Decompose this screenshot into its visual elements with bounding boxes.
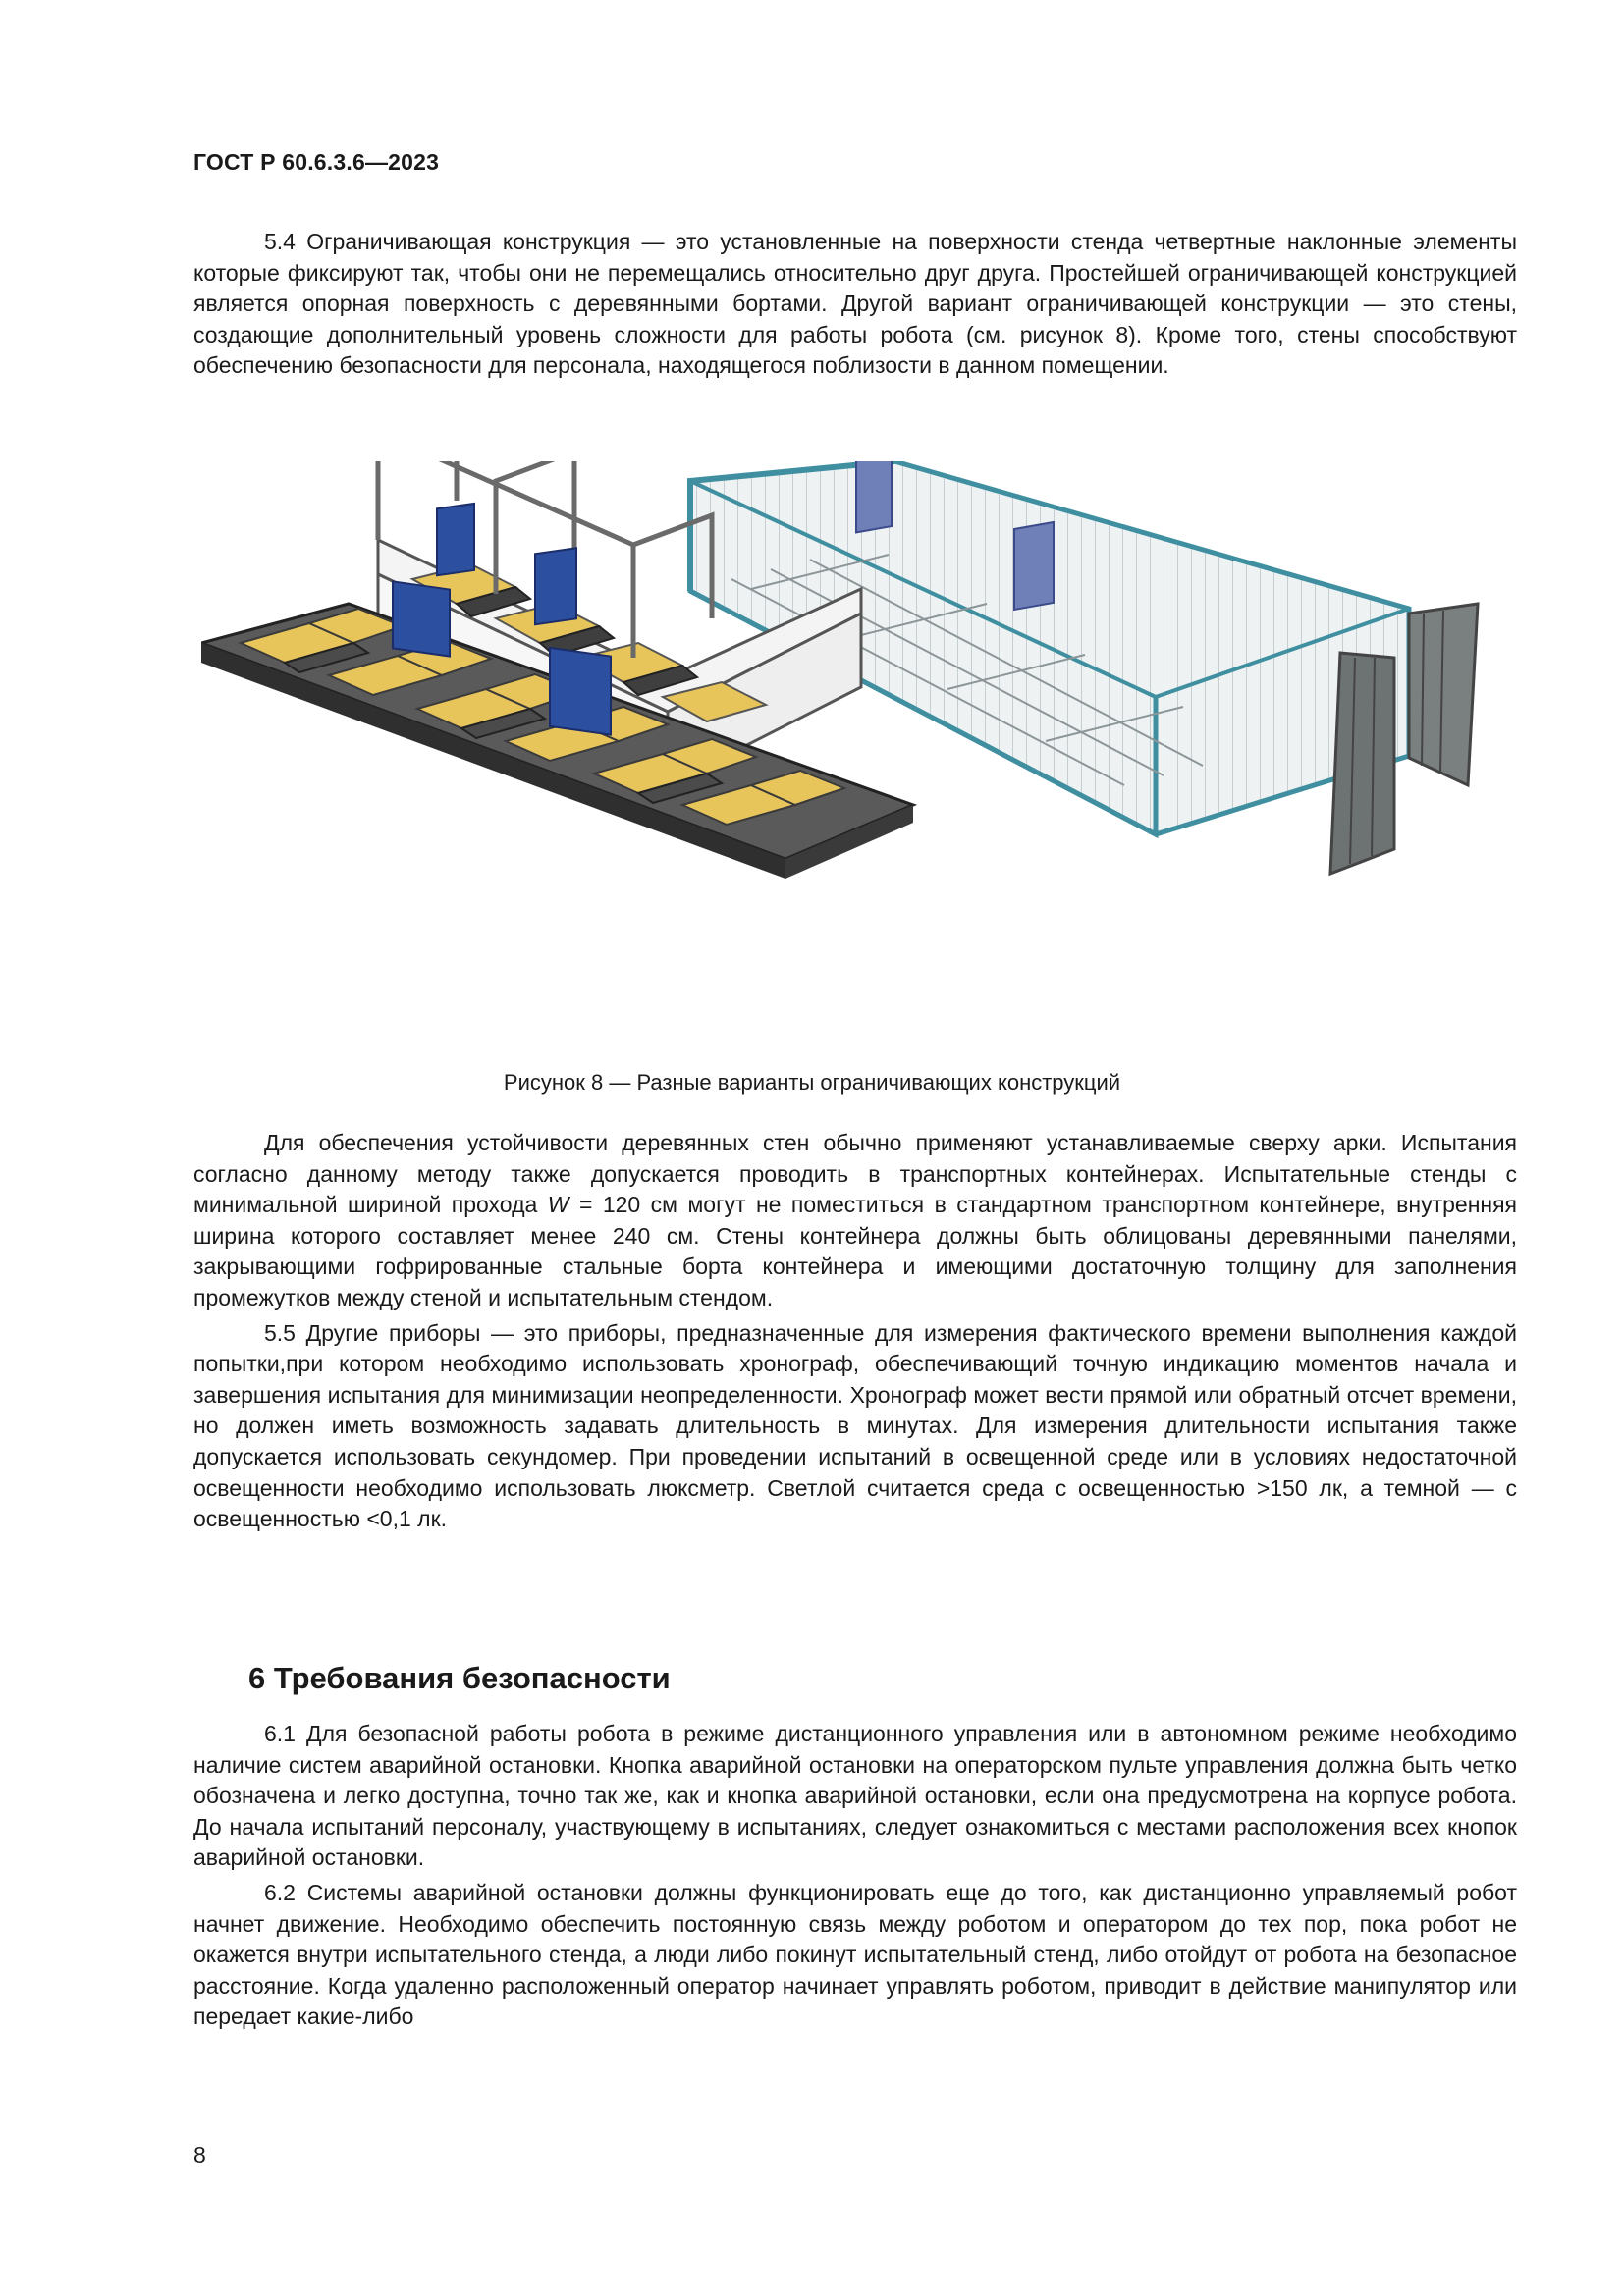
paragraph-6-1: 6.1 Для безопасной работы робота в режиме дистанционного управления или в автономном режиме необходимо наличие систем аварийной остановки. Кнопка аварийной остановки на операторском пульте управления должна быть четко обозначена и легко доступна, точно так же, как и кнопка аварийной остановки, если она предусмотрена на корпусе робота. До начала испытаний персоналу, участвующему в испытаниях, следует ознакомиться с местами расположения всех кнопок аварийной остановки. — [193, 1721, 1517, 1871]
paragraph-5-5: 5.5 Другие приборы — это приборы, предназначенные для измерения фактического времени выполнения каждой попытки,при котором необходимо использовать хронограф, обеспечивающий точную индикацию моментов начала и завершения испытания для минимизации неопределенности. Хронограф может вести прямой или обратный отсчет времени, но должен иметь возможность задавать длительность в минутах. Для измерения длительности испытания также допускается использовать секундомер. При проведении испытаний в освещенной среде или в условиях недостаточной освещенности необходимо использовать люксметр. Светлой считается среда с освещенностью >150 лк, а темной — с освещенностью <0,1 лк. — [193, 1319, 1517, 1532]
paragraph-5-4-block — [193, 227, 1517, 382]
body-text-block-2 — [193, 1128, 1517, 1535]
paragraph-arches-part-1: Для обеспечения устойчивости деревянных стен обычно применяют устанавливаемые сверху арки. Испытания согласно данному методу также допускается проводить в транспортных контейнерах. Испытательные стенды с минимальной шириной прохода — [193, 1130, 1517, 1218]
section-6-heading: 6 Требования безопасности — [248, 1661, 671, 1695]
paragraph-5-4: 5.4 Ограничивающая конструкция — это установленные на поверхности стенда четвертные наклонные элементы которые фиксируют так, чтобы они не перемещались относительно друг друга. Простейшей ограничивающей конструкцией является опорная поверхность с деревянными бортами. Другой вариант ограничивающей конструкции — это стены, создающие дополнительный уровень сложности для работы робота (см. рисунок 8). Кроме того, стены способствуют обеспечению безопасности для персонала, находящегося поблизости в данном помещении. — [193, 229, 1517, 379]
paragraph-arches — [193, 1128, 1517, 1314]
figure-8-caption: Рисунок 8 — Разные варианты ограничивающих конструкций — [503, 1070, 1121, 1095]
width-symbol: W — [547, 1192, 569, 1218]
body-text-block-3 — [193, 1719, 1517, 2033]
paragraph-6-2: 6.2 Системы аварийной остановки должны функционировать еще до того, как дистанционно управляемый робот начнет движение. Необходимо обеспечить постоянную связь между роботом и оператором до тех пор, пока робот не окажется внутри испытательного стенда, а люди либо покинут испытательный стенд, либо отойдут от робота на безопасное расстояние. Когда удаленно расположенный оператор начинает управлять роботом, приводит в действие манипулятор или передает какие-либо — [193, 1879, 1517, 2030]
page-number: 8 — [193, 2142, 206, 2167]
document-header: ГОСТ Р 60.6.3.6—2023 — [193, 149, 440, 175]
figure-8-illustration — [201, 461, 1507, 1050]
paragraph-arches-part-2: = 120 см могут не поместиться в стандартном транспортном контейнере, внутренняя ширина которого составляет менее 240 см. Стены контейнера должны быть облицованы деревянными панелями, закрывающими гофрированные стальные борта контейнера и имеющими достаточную толщину для заполнения промежутков между стеной и испытательным стендом. — [193, 1192, 1518, 1310]
